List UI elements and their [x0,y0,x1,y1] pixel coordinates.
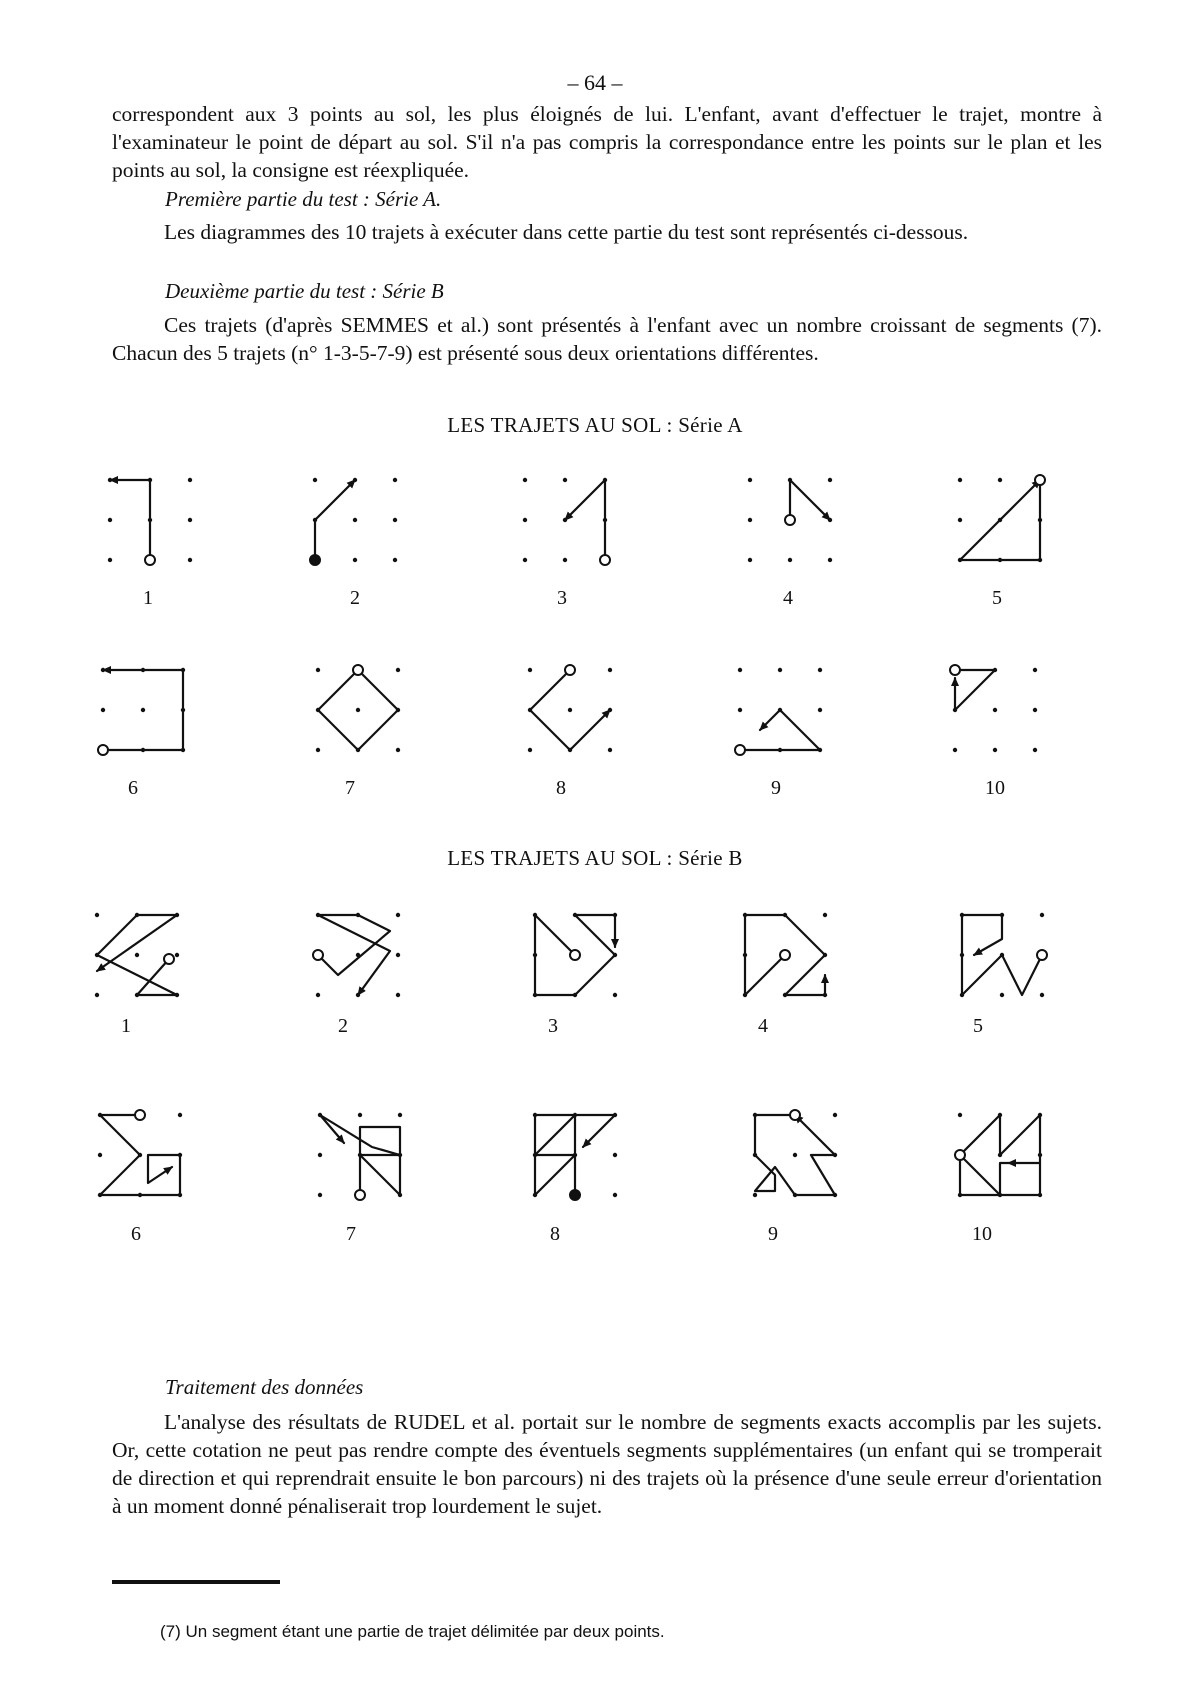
diagram-number: 5 [973,1015,983,1037]
grid-dot [788,558,792,562]
grid-dot [563,478,567,482]
grid-dot [316,993,320,997]
grid-dot [1038,478,1042,482]
start-point [565,665,575,675]
grid-dot [788,478,792,482]
grid-dot [533,1113,537,1117]
diagram-number: 5 [992,587,1002,609]
start-point [353,665,363,675]
grid-dot [178,1113,182,1117]
grid-dot [138,1193,142,1197]
grid-dot [778,708,782,712]
grid-dot [356,708,360,712]
diagram-number: 7 [346,1223,356,1245]
grid-dot [818,748,822,752]
grid-dot [568,708,572,712]
grid-dot [141,748,145,752]
grid-dot [568,668,572,672]
grid-dot [1040,913,1044,917]
grid-dot [1038,558,1042,562]
grid-dot [1040,993,1044,997]
grid-dot [181,708,185,712]
grid-dot [1038,1153,1042,1157]
heading-part-2: Deuxième partie du test : Série B [165,279,444,303]
grid-dot [778,668,782,672]
grid-dot [523,558,527,562]
start-point [785,515,795,525]
grid-dot [533,953,537,957]
trajectory-path [962,915,1042,995]
grid-dot [573,913,577,917]
diagram-number: 1 [143,587,153,609]
grid-dot [398,1113,402,1117]
paragraph-treatment: L'analyse des résultats de RUDEL et al. portait sur le nombre de segments exacts accomplis par les sujets. Or, cette cotation ne peut pas rendre compte des éventuels segments supplémentaires (un enfant qui se tromperait de direction et qui reprendrait ensuite le bon parcours) ni des trajets où la présence d'une seule erreur d'orientation à un moment donné pénaliserait trop lourdement le sujet. [112,1410,1102,1518]
grid-dot [523,478,527,482]
grid-dot [318,1153,322,1157]
trajectory-path [530,670,610,750]
paragraph-part-1: Les diagrammes des 10 trajets à exécuter dans cette partie du test sont représentés ci-dessous. [164,220,969,244]
start-point [570,1190,580,1200]
grid-dot [833,1113,837,1117]
grid-dot [743,913,747,917]
grid-dot [356,993,360,997]
grid-dot [953,708,957,712]
grid-dot [148,518,152,522]
start-point [570,950,580,960]
grid-dot [828,518,832,522]
start-point [145,555,155,565]
grid-dot [998,1153,1002,1157]
grid-dot [743,953,747,957]
start-point [1037,950,1047,960]
footnote-rule [112,1580,280,1584]
grid-dot [1033,748,1037,752]
grid-dot [753,1153,757,1157]
trajectory-path [960,480,1040,560]
grid-dot [318,1113,322,1117]
grid-dot [393,478,397,482]
paragraph-intro: correspondent aux 3 points au sol, les plus éloignés de lui. L'enfant, avant d'effectuer le trajet, montre à l'examinateur le point de départ au sol. S'il n'a pas compris la correspondance entre les points sur le plan et les points au sol, la consigne est réexpliquée. [112,102,1102,182]
diagram-number: 4 [758,1015,768,1037]
grid-dot [958,518,962,522]
grid-dot [188,558,192,562]
grid-dot [1000,993,1004,997]
diagram-number: 10 [985,777,1005,799]
grid-dot [533,1153,537,1157]
grid-dot [188,478,192,482]
grid-dot [603,558,607,562]
start-point [313,950,323,960]
start-point [790,1110,800,1120]
grid-dot [175,953,179,957]
grid-dot [141,708,145,712]
grid-dot [958,1153,962,1157]
grid-dot [138,1113,142,1117]
trajectory-path [755,1115,835,1195]
grid-dot [960,913,964,917]
grid-dot [316,748,320,752]
grid-dot [778,748,782,752]
grid-dot [181,748,185,752]
start-point [135,1110,145,1120]
footnote: (7) Un segment étant une partie de trajet délimitée par deux points. [160,1622,665,1641]
heading-part-1: Première partie du test : Série A. [165,187,442,211]
trajectory-path [97,915,177,995]
grid-dot [396,708,400,712]
grid-dot [608,708,612,712]
grid-dot [353,478,357,482]
grid-dot [753,1113,757,1117]
grid-dot [398,1153,402,1157]
grid-dot [358,1193,362,1197]
start-point [955,1150,965,1160]
grid-dot [108,518,112,522]
grid-dot [738,668,742,672]
grid-dot [823,953,827,957]
grid-dot [818,708,822,712]
grid-dot [958,478,962,482]
grid-dot [793,1113,797,1117]
grid-dot [608,748,612,752]
grid-dot [353,558,357,562]
grid-dot [148,478,152,482]
start-point [600,555,610,565]
grid-dot [603,478,607,482]
grid-dot [793,1153,797,1157]
page-number: – 64 – [567,70,623,95]
grid-dot [743,993,747,997]
grid-dot [528,708,532,712]
grid-dot [356,748,360,752]
start-point [355,1190,365,1200]
grid-dot [993,708,997,712]
grid-dot [613,1193,617,1197]
start-point [164,954,174,964]
start-point [780,950,790,960]
grid-dot [108,558,112,562]
grid-dot [1038,1113,1042,1117]
grid-dot [148,558,152,562]
grid-dot [753,1193,757,1197]
grid-dot [613,993,617,997]
grid-dot [175,913,179,917]
grid-dot [528,748,532,752]
grid-dot [823,913,827,917]
trajectory-path [790,480,830,520]
grid-dot [181,668,185,672]
grid-dot [1038,518,1042,522]
trajectory-path [110,480,150,560]
grid-dot [953,668,957,672]
grid-dot [833,1153,837,1157]
grid-dot [960,953,964,957]
diagram-number: 6 [128,777,138,799]
grid-dot [1033,668,1037,672]
grid-dot [178,1193,182,1197]
grid-dot [998,1193,1002,1197]
grid-dot [818,668,822,672]
grid-dot [398,1193,402,1197]
grid-dot [533,913,537,917]
grid-dot [358,1113,362,1117]
grid-dot [748,518,752,522]
diagram-number: 3 [557,587,567,609]
grid-dot [396,748,400,752]
grid-dot [573,1153,577,1157]
paragraph-part-2: Ces trajets (d'après SEMMES et al.) sont présentés à l'enfant avec un nombre croissant de segments (7). Chacun des 5 trajets (n° 1-3-5-7-9) est présenté sous deux orientations différentes. [112,313,1102,365]
grid-dot [998,518,1002,522]
grid-dot [138,1153,142,1157]
grid-dot [828,558,832,562]
grid-dot [783,993,787,997]
grid-dot [993,748,997,752]
grid-dot [613,913,617,917]
grid-dot [101,668,105,672]
grid-dot [316,668,320,672]
grid-dot [568,748,572,752]
grid-dot [1000,953,1004,957]
trajectory-path [315,480,355,560]
grid-dot [358,1153,362,1157]
trajectory-path [535,915,615,995]
grid-dot [563,558,567,562]
grid-dot [528,668,532,672]
grid-dot [313,558,317,562]
diagram-number: 2 [350,587,360,609]
trajectory-path [955,670,995,710]
trajectory-path [100,1115,180,1195]
diagram-number: 2 [338,1015,348,1037]
grid-dot [573,993,577,997]
grid-dot [175,993,179,997]
diagram-number: 9 [768,1223,778,1245]
trajectory-path [320,1115,400,1195]
grid-dot [738,708,742,712]
grid-dot [958,1113,962,1117]
grid-dot [396,668,400,672]
grid-dot [608,668,612,672]
grid-dot [396,993,400,997]
grid-dot [98,1113,102,1117]
trajectory-path [318,915,390,995]
grid-dot [188,518,192,522]
heading-treatment: Traitement des données [165,1375,364,1399]
grid-dot [95,953,99,957]
grid-dot [573,1113,577,1117]
grid-dot [613,953,617,957]
grid-dot [613,1113,617,1117]
grid-dot [313,518,317,522]
diagram-number: 6 [131,1223,141,1245]
grid-dot [356,668,360,672]
trajectory-path [103,670,183,750]
grid-dot [135,953,139,957]
grid-dot [135,913,139,917]
grid-dot [958,1193,962,1197]
grid-dot [783,953,787,957]
series-b-title: LES TRAJETS AU SOL : Série B [447,846,743,870]
grid-dot [316,953,320,957]
grid-dot [533,1193,537,1197]
grid-dot [573,1193,577,1197]
diagram-number: 4 [783,587,793,609]
grid-dot [316,913,320,917]
grid-dot [603,518,607,522]
series-a-title: LES TRAJETS AU SOL : Série A [447,413,743,437]
grid-dot [396,913,400,917]
trajectory-path [960,1115,1040,1195]
grid-dot [98,1153,102,1157]
grid-dot [356,913,360,917]
grid-dot [1038,1193,1042,1197]
grid-dot [523,518,527,522]
grid-dot [141,668,145,672]
grid-dot [356,953,360,957]
grid-dot [101,748,105,752]
grid-dot [613,1153,617,1157]
grid-dot [393,558,397,562]
grid-dot [1033,708,1037,712]
grid-dot [393,518,397,522]
grid-dot [793,1193,797,1197]
diagram-number: 10 [972,1223,992,1245]
grid-dot [98,1193,102,1197]
start-point [735,745,745,755]
grid-dot [533,993,537,997]
grid-dot [738,748,742,752]
grid-dot [101,708,105,712]
grid-dot [998,1113,1002,1117]
start-point [310,555,320,565]
grid-dot [953,748,957,752]
diagram-number: 3 [548,1015,558,1037]
diagram-number: 8 [550,1223,560,1245]
grid-dot [95,913,99,917]
grid-dot [1000,913,1004,917]
grid-dot [748,478,752,482]
grid-dot [563,518,567,522]
grid-dot [828,478,832,482]
trajectory-path [740,710,820,750]
grid-dot [95,993,99,997]
trajectory-path [535,1115,615,1195]
start-point [1035,475,1045,485]
grid-dot [353,518,357,522]
grid-dot [958,558,962,562]
grid-dot [313,478,317,482]
grid-dot [573,953,577,957]
grid-dot [960,993,964,997]
diagram-number: 1 [121,1015,131,1037]
grid-dot [998,478,1002,482]
grid-dot [178,1153,182,1157]
diagram-number: 9 [771,777,781,799]
trajectory-path [745,915,825,995]
trajectory-path [565,480,605,560]
grid-dot [833,1193,837,1197]
grid-dot [316,708,320,712]
grid-dot [823,993,827,997]
grid-dot [788,518,792,522]
diagram-number: 8 [556,777,566,799]
grid-dot [108,478,112,482]
grid-dot [318,1193,322,1197]
grid-dot [998,558,1002,562]
grid-dot [748,558,752,562]
grid-dot [396,953,400,957]
grid-dot [135,993,139,997]
grid-dot [783,913,787,917]
start-point [98,745,108,755]
grid-dot [1040,953,1044,957]
diagram-number: 7 [345,777,355,799]
grid-dot [993,668,997,672]
trajectory-path [318,670,398,750]
start-point [950,665,960,675]
